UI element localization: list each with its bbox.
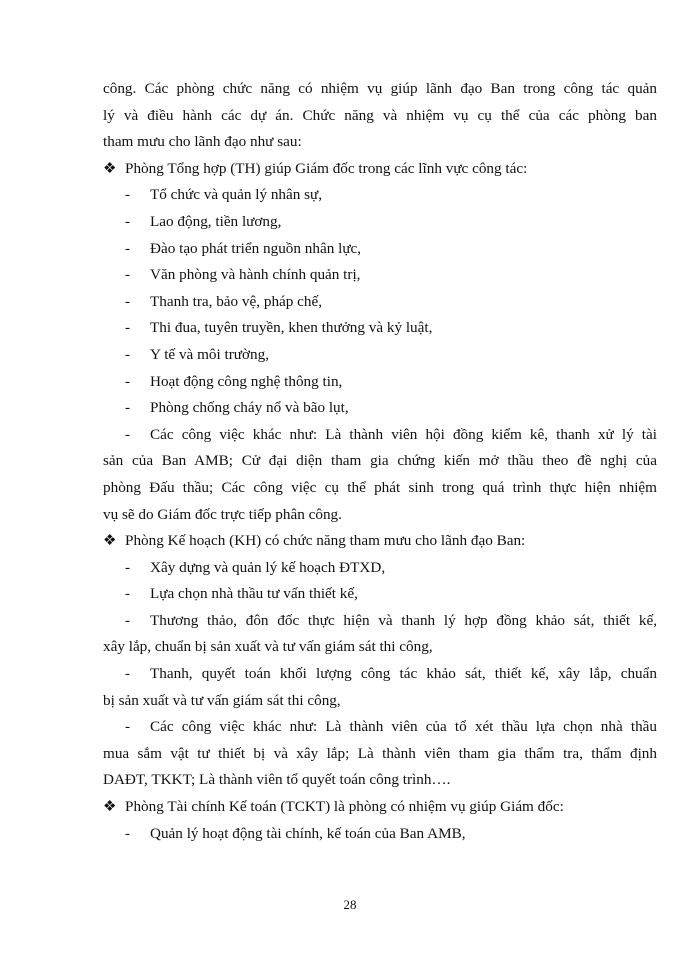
section-heading-kh: ❖ Phòng Kế hoạch (KH) có chức năng tham mưu cho lãnh đạo Ban: (103, 528, 657, 555)
list-item: - Phòng chống cháy nổ và bão lụt, (125, 399, 349, 417)
list-item: - Văn phòng và hành chính quản trị, (125, 266, 361, 284)
continuation-line: DAĐT, TKKT; Là thành viên tổ quyết toán công trình…. (103, 771, 451, 789)
list-item: - Lao động, tiền lương, (125, 212, 282, 230)
continuation-line: vụ sẽ do Giám đốc trực tiếp phân công. (103, 505, 342, 523)
list-item-multiline: - Thương thảo, đôn đốc thực hiện và thanh lý hợp đồng khảo sát, thiết kế, (125, 611, 657, 629)
list-item: - Thi đua, tuyên truyền, khen thưởng và kỷ luật, (125, 319, 433, 337)
list-item-multiline: - Các công việc khác như: Là thành viên của tổ xét thầu lựa chọn nhà thầu (125, 718, 657, 736)
intro-line-3: tham mưu cho lãnh đạo như sau: (103, 133, 302, 151)
list-item: - Hoạt động công nghệ thông tin, (125, 372, 343, 390)
diamond-bullet-icon: ❖ (103, 160, 117, 177)
list-item: - Quản lý hoạt động tài chính, kế toán của Ban AMB, (125, 824, 466, 842)
list-item: - Xây dựng và quản lý kế hoạch ĐTXD, (125, 558, 386, 576)
page-number: 28 (343, 897, 357, 912)
section-heading-th: ❖ Phòng Tổng hợp (TH) giúp Giám đốc trong các lĩnh vực công tác: (103, 156, 657, 183)
intro-line-2: lý và điều hành các dự án. Chức năng và nhiệm vụ cụ thể của các phòng ban (103, 106, 657, 124)
list-item: - Tổ chức và quản lý nhân sự, (125, 186, 323, 204)
continuation-line: sản của Ban AMB; Cử đại diện tham gia chứng kiến mở thầu theo đề nghị của (103, 452, 657, 470)
list-item-multiline: - Các công việc khác như: Là thành viên hội đồng kiểm kê, thanh xử lý tài (125, 425, 657, 443)
continuation-line: phòng Đấu thầu; Các công việc cụ thể phát sinh trong quá trình thực hiện nhiệm (103, 478, 657, 496)
continuation-line: xây lắp, chuẩn bị sản xuất và tư vấn giám sát thi công, (103, 638, 433, 656)
continuation-line: bị sản xuất và tư vấn giám sát thi công, (103, 691, 341, 709)
diamond-bullet-icon: ❖ (103, 799, 117, 816)
list-item: - Lựa chọn nhà thầu tư vấn thiết kế, (125, 585, 358, 603)
continuation-line: mua sắm vật tư thiết bị và xây lắp; Là thành viên tham gia thẩm tra, thẩm định (103, 744, 657, 762)
list-item: - Đào tạo phát triển nguồn nhân lực, (125, 239, 362, 257)
diamond-bullet-icon: ❖ (103, 533, 117, 550)
section-heading-tckt: ❖ Phòng Tài chính Kế toán (TCKT) là phòng có nhiệm vụ giúp Giám đốc: (103, 794, 657, 821)
list-item: - Y tế và môi trường, (125, 345, 270, 363)
list-item-multiline: - Thanh, quyết toán khối lượng công tác khảo sát, thiết kế, xây lắp, chuẩn (125, 665, 657, 683)
body-text (103, 76, 657, 847)
list-item: - Thanh tra, bảo vệ, pháp chế, (125, 292, 323, 310)
intro-line-1: công. Các phòng chức năng có nhiệm vụ giúp lãnh đạo Ban trong công tác quản (103, 80, 657, 97)
